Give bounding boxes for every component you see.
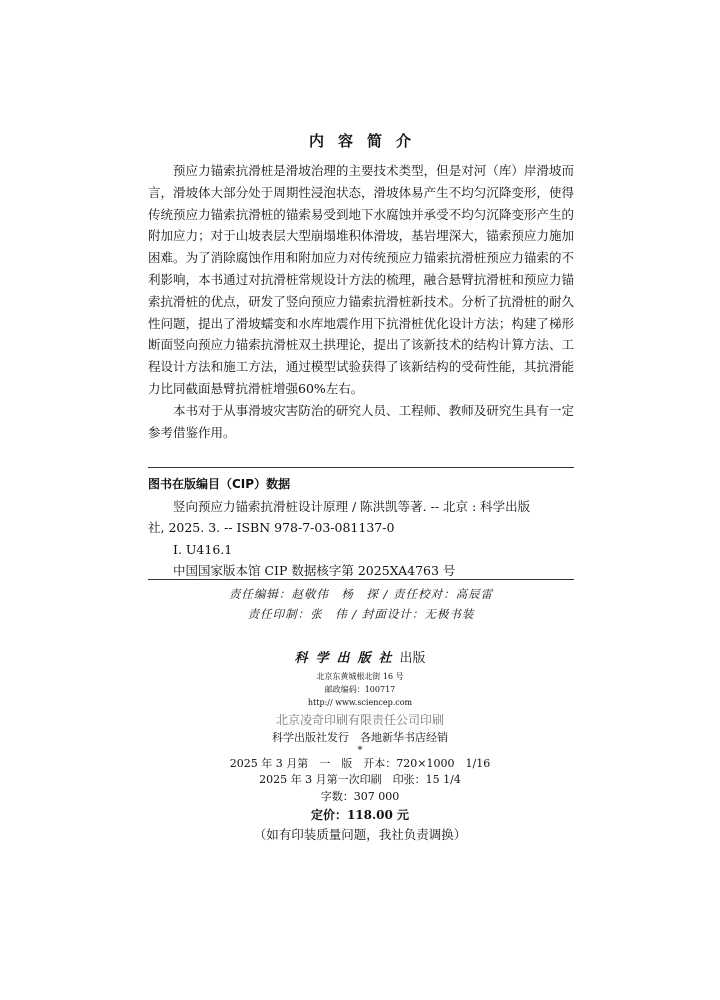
summary-title: 内容简介	[308, 132, 425, 150]
distribution-line: 科学出版社发行 各地新华书店经销	[272, 731, 448, 744]
cip-bottom-rule	[148, 579, 574, 580]
cip-title-line: 竖向预应力锚索抗滑桩设计原理 / 陈洪凯等著. -- 北京 : 科学出版	[173, 498, 531, 514]
cip-classification: Ⅰ. U416.1	[173, 541, 233, 557]
publisher-block	[0, 648, 720, 845]
publisher-address: 北京东黄城根北街 16 号	[316, 672, 404, 681]
publisher-postcode: 邮政编码：100717	[324, 685, 396, 694]
separator-star: *	[357, 745, 363, 756]
edition-line-1: 2025 年 3 月第 一 版 开本：720×1000 1/16	[229, 757, 491, 770]
staff-credits	[148, 584, 574, 624]
publisher-name-suffix: 出版	[399, 651, 426, 666]
publisher-logo-text: 科学出版社	[294, 651, 400, 666]
staff-production: 责任印制：张 伟 / 封面设计：无极书装	[247, 607, 475, 621]
summary-abstract	[148, 160, 574, 443]
publisher-name	[0, 648, 720, 670]
publisher-website: http:// www.sciencep.com	[307, 698, 413, 707]
cip-top-rule	[148, 467, 574, 468]
word-count: 字数：307 000	[320, 790, 400, 803]
summary-paragraph-2: 本书对于从事滑坡灾害防治的研究人员、工程师、教师及研究生具有一定参考借鉴作用。	[148, 402, 574, 440]
price: 定价：118.00 元	[310, 808, 410, 822]
cip-publisher-line: 社, 2025. 3. -- ISBN 978-7-03-081137-0	[148, 520, 395, 536]
cip-heading: 图书在版编目（CIP）数据	[148, 477, 291, 491]
cip-block	[148, 474, 574, 582]
summary-paragraph-1: 预应力锚索抗滑桩是滑坡治理的主要技术类型，但是对河（库）岸滑坡而言，滑坡体大部分处于周期性浸泡状态，滑坡体易产生不均匀沉降变形，使得传统预应力锚索抗滑桩的锚索易受到地下水腐蚀并承受不均匀沉降变形产生的附加应力；对于山坡表层大型崩塌堆积体滑坡，基岩埋深大，锚索预应力施加困难。为了消除腐蚀作用和附加应力对传统预应力锚索抗滑桩预应力锚索的不利影响，本书通过对抗滑桩常规设计方法的梳理，融合悬臂抗滑桩和预应力锚索抗滑桩的优点，研发了竖向预应力锚索抗滑桩新技术。分析了抗滑桩的耐久性问题，提出了滑坡蠕变和水库地震作用下抗滑桩优化设计方法；构建了梯形断面竖向预应力锚索抗滑桩双土拱理论，提出了该新技术的结构计算方法、工程设计方法和施工方法，通过模型试验获得了该新结构的受荷性能，其抗滑能力比同截面悬臂抗滑桩增强60%左右。	[148, 163, 574, 396]
staff-editors: 责任编辑：赵敬伟 杨 探 / 责任校对：高辰雷	[228, 587, 494, 601]
quality-note: （如有印装质量问题，我社负责调换）	[253, 827, 467, 842]
printer-line: 北京凌奇印刷有限责任公司印刷	[275, 713, 444, 727]
edition-line-2: 2025 年 3 月第一次印刷 印张：15 1/4	[259, 773, 461, 786]
cip-record-number: 中国国家版本馆 CIP 数据核字第 2025XA4763 号	[173, 563, 456, 579]
